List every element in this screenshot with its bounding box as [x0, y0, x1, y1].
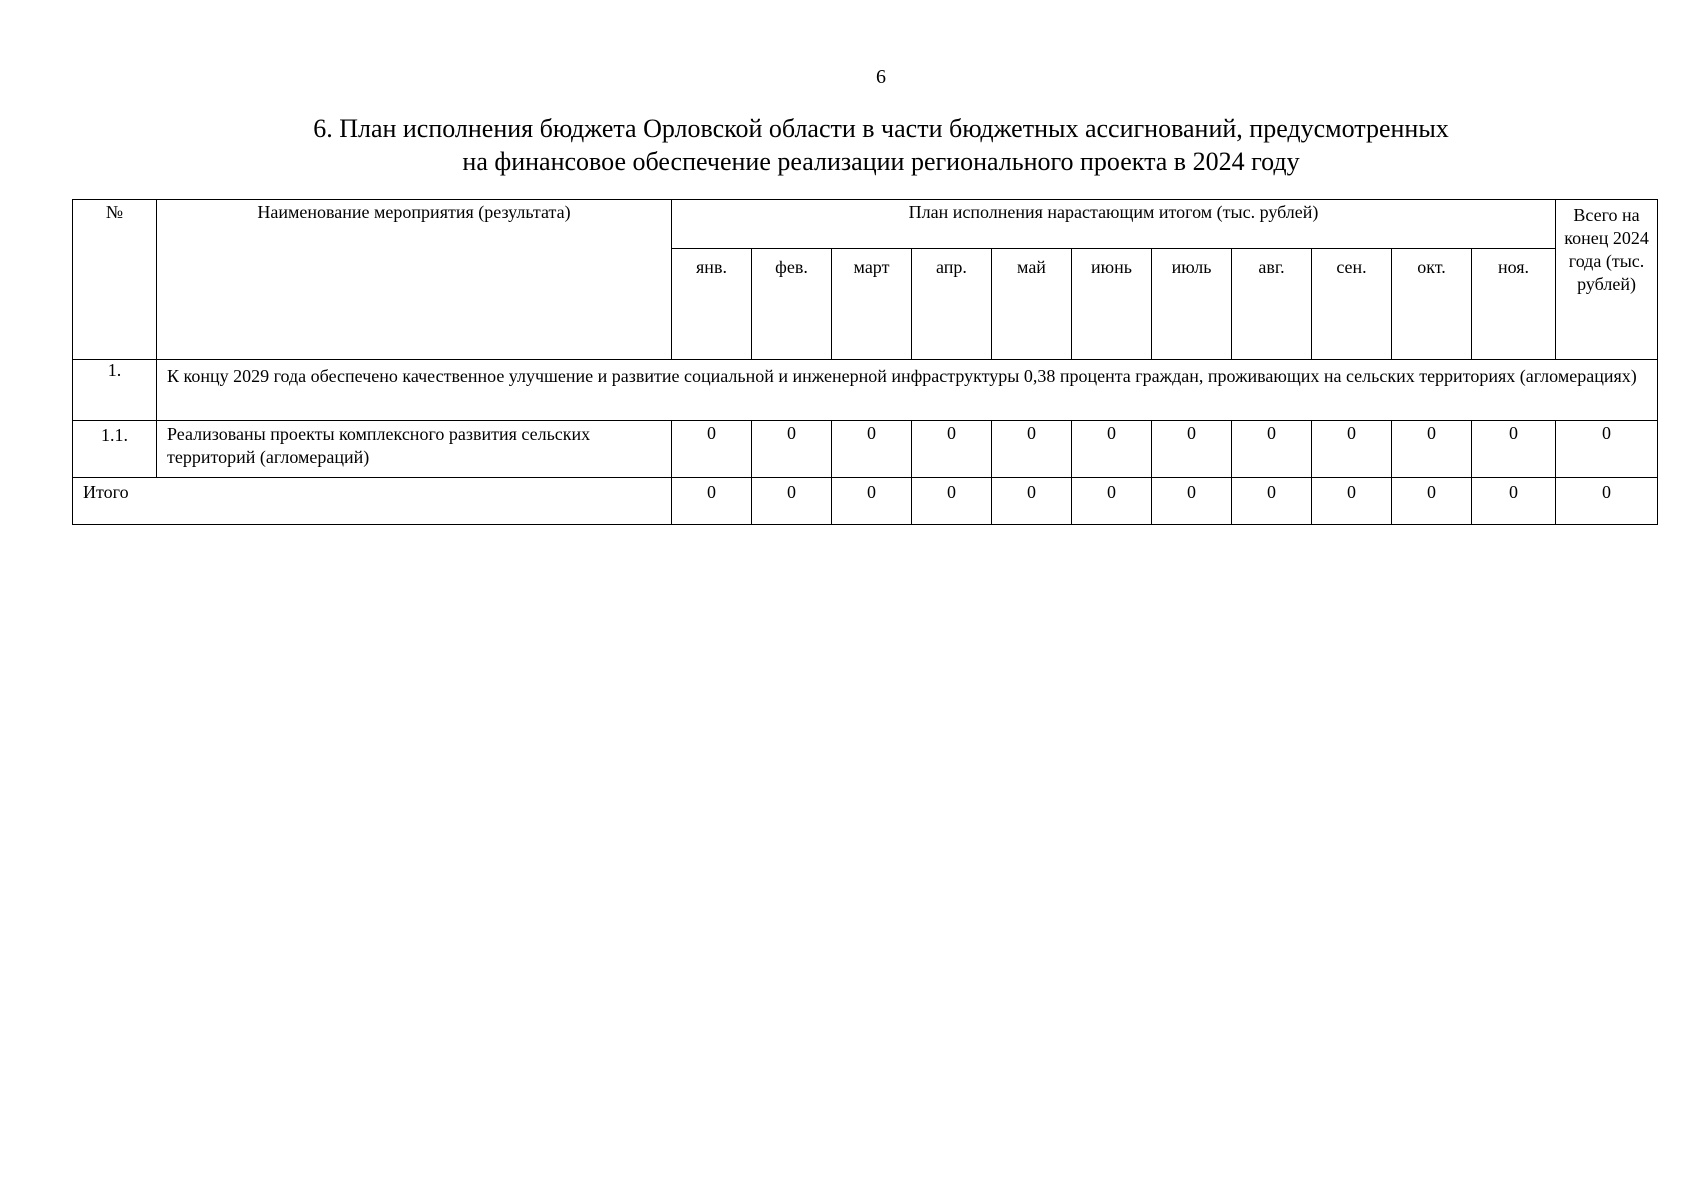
document-title [0, 112, 1704, 178]
item-value: 0 [1392, 421, 1472, 478]
total-value: 0 [1072, 478, 1152, 525]
header-total: Всего на конец 2024 года (тыс. рублей) [1556, 200, 1658, 360]
header-num: № [73, 200, 157, 360]
header-name: Наименование мероприятия (результата) [157, 200, 672, 360]
total-value: 0 [1392, 478, 1472, 525]
item-value: 0 [1152, 421, 1232, 478]
header-month: окт. [1392, 249, 1472, 360]
title-line-1: 6. План исполнения бюджета Орловской области в части бюджетных ассигнований, предусмотренных [313, 114, 1449, 143]
total-row [73, 478, 1658, 525]
item-text: Реализованы проекты комплексного развития сельских территорий (агломераций) [157, 421, 672, 478]
title-line-2: на финансовое обеспечение реализации регионального проекта в 2024 году [462, 147, 1300, 176]
header-month: ноя. [1472, 249, 1556, 360]
header-month: янв. [672, 249, 752, 360]
header-month: май [992, 249, 1072, 360]
header-month: июнь [1072, 249, 1152, 360]
section-text: К концу 2029 года обеспечено качественное улучшение и развитие социальной и инженерной инфраструктуры 0,38 процента граждан, проживающих на сельских территориях (агломерациях) [157, 360, 1658, 421]
total-value: 0 [672, 478, 752, 525]
total-value: 0 [912, 478, 992, 525]
item-value: 0 [752, 421, 832, 478]
header-month: авг. [1232, 249, 1312, 360]
table-row [73, 421, 1658, 478]
total-value: 0 [832, 478, 912, 525]
budget-plan-table [72, 199, 1658, 525]
item-value: 0 [992, 421, 1072, 478]
header-month: март [832, 249, 912, 360]
header-row-group [73, 200, 1658, 249]
total-value: 0 [1232, 478, 1312, 525]
item-value: 0 [912, 421, 992, 478]
total-value: 0 [1312, 478, 1392, 525]
header-month: июль [1152, 249, 1232, 360]
total-value: 0 [752, 478, 832, 525]
header-month: апр. [912, 249, 992, 360]
item-value: 0 [672, 421, 752, 478]
item-value: 0 [1232, 421, 1312, 478]
header-month: фев. [752, 249, 832, 360]
total-value: 0 [1152, 478, 1232, 525]
section-row [73, 360, 1658, 421]
item-value: 0 [832, 421, 912, 478]
item-num: 1.1. [73, 421, 157, 478]
grand-total-value: 0 [1556, 478, 1658, 525]
item-value: 0 [1312, 421, 1392, 478]
header-plan-group: План исполнения нарастающим итогом (тыс. рублей) [672, 200, 1556, 249]
item-value: 0 [1072, 421, 1152, 478]
total-value: 0 [1472, 478, 1556, 525]
header-month: сен. [1312, 249, 1392, 360]
item-total-value: 0 [1556, 421, 1658, 478]
total-value: 0 [992, 478, 1072, 525]
section-num: 1. [73, 360, 157, 421]
item-value: 0 [1472, 421, 1556, 478]
page-number: 6 [876, 66, 886, 88]
total-label: Итого [73, 478, 672, 525]
